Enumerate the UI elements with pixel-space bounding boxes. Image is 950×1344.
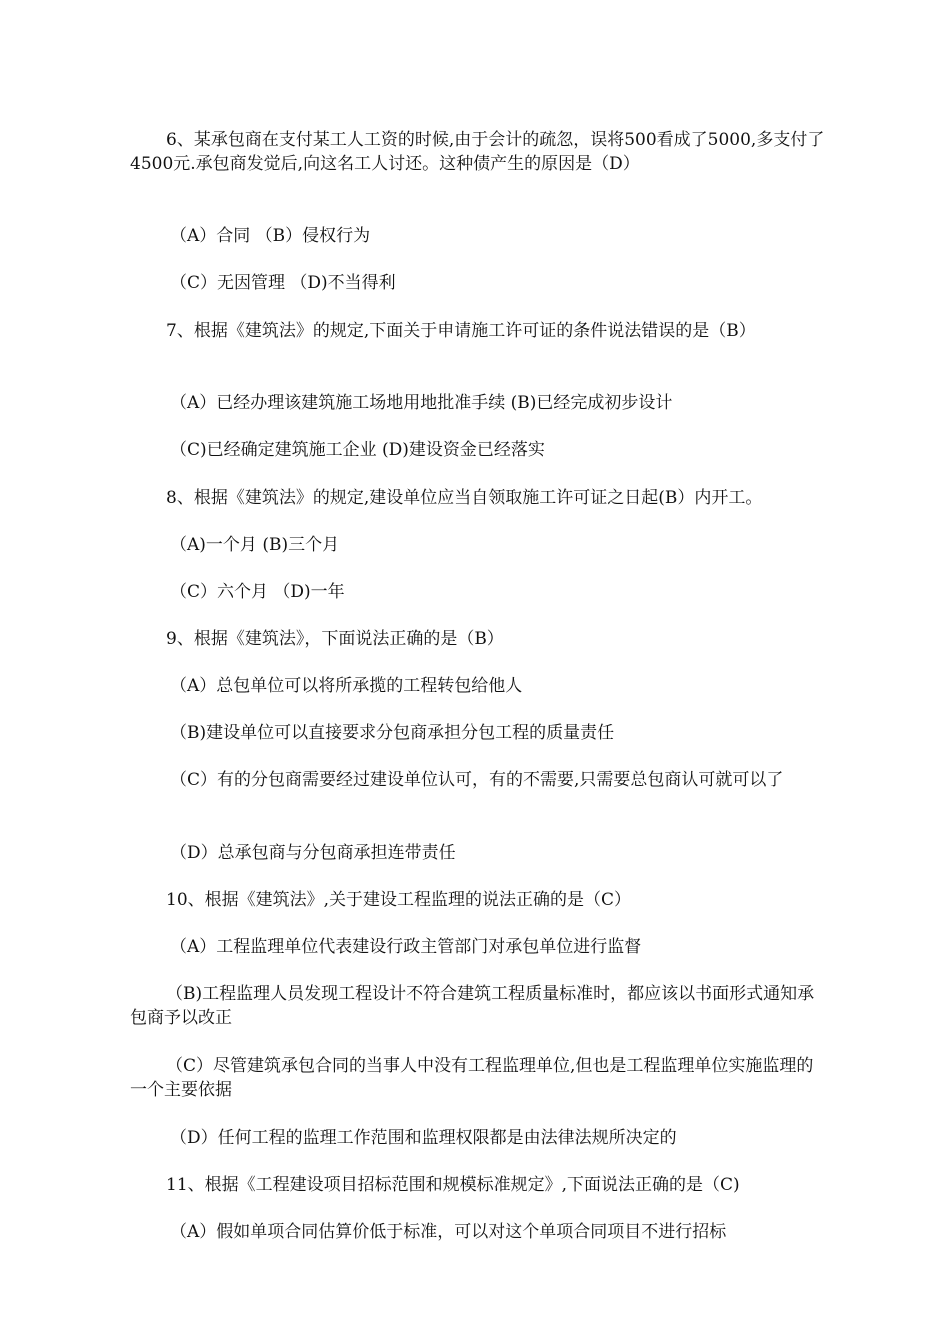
question-6-options-ab: （A）合同 （B）侵权行为 [170,226,371,246]
question-9-option-a: （A）总包单位可以将所承揽的工程转包给他人 [170,676,523,696]
question-8-text: 8、根据《建筑法》的规定,建设单位应当自领取施工许可证之日起(B）内开工。 [166,488,763,508]
question-8-options-cd: （C）六个月 （D)一年 [170,582,345,602]
question-10-option-b: （B)工程监理人员发现工程设计不符合建筑工程质量标准时，都应该以书面形式通知承包商予以改正 [130,984,815,1028]
question-7-options-cd: （C)已经确定建筑施工企业 (D)建设资金已经落实 [170,440,545,460]
question-10-option-d: （D）任何工程的监理工作范围和监理权限都是由法律法规所决定的 [170,1128,677,1148]
question-7-options-ab: （A）已经办理该建筑施工场地用地批准手续 (B)已经完成初步设计 [170,393,673,413]
question-8-options-ab: （A)一个月 (B)三个月 [170,535,340,555]
question-11-option-a: （A）假如单项合同估算价低于标准，可以对这个单项合同项目不进行招标 [170,1222,727,1242]
question-6-options-cd: （C）无因管理 （D)不当得利 [170,273,396,293]
question-6-text: 6、某承包商在支付某工人工资的时候,由于会计的疏忽，误将500看成了5000,多支付了4500元.承包商发觉后,向这名工人讨还。这种债产生的原因是（D） [130,130,825,174]
question-10-option-a: （A）工程监理单位代表建设行政主管部门对承包单位进行监督 [170,937,642,957]
question-9-option-b: （B)建设单位可以直接要求分包商承担分包工程的质量责任 [170,723,615,743]
question-9-text: 9、根据《建筑法》，下面说法正确的是（B） [166,629,504,649]
question-9-option-c: （C）有的分包商需要经过建设单位认可，有的不需要,只需要总包商认可就可以了 [170,770,784,790]
question-10-text: 10、根据《建筑法》,关于建设工程监理的说法正确的是（C） [166,890,632,910]
question-7-text: 7、根据《建筑法》的规定,下面关于申请施工许可证的条件说法错误的是（B） [166,321,756,341]
question-9-option-d: （D）总承包商与分包商承担连带责任 [170,843,456,863]
question-11-text: 11、根据《工程建设项目招标范围和规模标准规定》,下面说法正确的是（C) [166,1175,740,1195]
question-10-option-c: （C）尽管建筑承包合同的当事人中没有工程监理单位,但也是工程监理单位实施监理的一个主要依据 [130,1056,814,1100]
